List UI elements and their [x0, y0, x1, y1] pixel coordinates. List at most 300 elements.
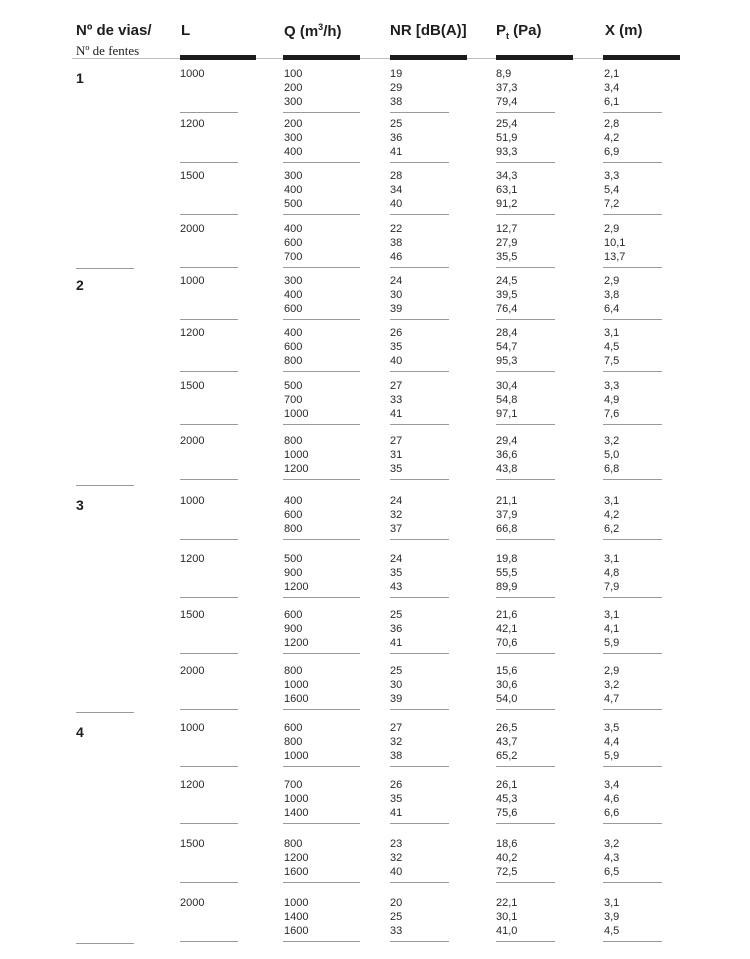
- cell-x: 7,2: [604, 197, 620, 210]
- row-rule: [603, 424, 662, 425]
- row-rule: [603, 539, 662, 540]
- cell-x: 6,8: [604, 462, 620, 475]
- row-rule: [180, 267, 238, 268]
- cell-l: 2000: [180, 665, 205, 677]
- cell-l: 2000: [180, 435, 205, 447]
- cell-q: 1600: [284, 692, 309, 705]
- cell-x: 2,9: [604, 223, 620, 235]
- cell-nr: 32: [390, 851, 403, 864]
- row-rule: [180, 112, 238, 113]
- cell-l: 1000: [180, 722, 205, 734]
- row-rule: [283, 539, 360, 540]
- cell-pt: 41,0: [496, 924, 518, 937]
- cell-q: 800: [284, 522, 303, 535]
- cell-x: 3,1: [604, 609, 620, 621]
- header-pt-sub: t: [506, 31, 510, 41]
- cell-x: 6,5: [604, 865, 620, 878]
- row-rule: [390, 709, 449, 710]
- cell-pt: 65,2: [496, 749, 518, 762]
- cell-nr: 40: [390, 197, 403, 210]
- cell-q: 1000: [284, 448, 309, 461]
- cell-q: 600: [284, 236, 303, 249]
- cell-x: 4,6: [604, 792, 620, 805]
- cell-q: 700: [284, 779, 303, 791]
- row-rule: [180, 823, 238, 824]
- cell-pt: 95,3: [496, 354, 518, 367]
- row-rule: [283, 371, 360, 372]
- cell-pt: 34,3: [496, 170, 518, 182]
- cell-l: 1500: [180, 170, 205, 182]
- cell-nr: 41: [390, 636, 403, 649]
- cell-x: 3,1: [604, 495, 620, 507]
- cell-nr: 34: [390, 183, 403, 196]
- cell-l: 1000: [180, 275, 205, 287]
- header-q-sup: 3: [318, 22, 324, 32]
- cell-pt: 45,3: [496, 792, 518, 805]
- cell-pt: 21,6: [496, 609, 518, 621]
- group-separator: [76, 268, 134, 269]
- cell-pt: 42,1: [496, 622, 518, 635]
- header-nr: NR [dB(A)]: [390, 22, 467, 39]
- cell-nr: 22: [390, 223, 403, 235]
- cell-nr: 33: [390, 393, 403, 406]
- cell-pt: 8,9: [496, 68, 512, 80]
- cell-nr: 36: [390, 622, 403, 635]
- cell-x: 3,1: [604, 897, 620, 909]
- header-bar-nr: [390, 55, 467, 60]
- cell-q: 400: [284, 223, 303, 235]
- cell-nr: 35: [390, 566, 403, 579]
- row-rule: [390, 424, 449, 425]
- cell-l: 1000: [180, 68, 205, 80]
- row-rule: [180, 214, 238, 215]
- row-rule: [390, 162, 449, 163]
- cell-nr: 25: [390, 910, 403, 923]
- row-rule: [283, 112, 360, 113]
- cell-nr: 41: [390, 145, 403, 158]
- cell-pt: 26,5: [496, 722, 518, 734]
- cell-q: 300: [284, 95, 303, 108]
- cell-q: 400: [284, 145, 303, 158]
- row-rule: [603, 941, 662, 942]
- cell-pt: 89,9: [496, 580, 518, 593]
- row-rule: [283, 882, 360, 883]
- cell-nr: 46: [390, 250, 403, 263]
- cell-nr: 32: [390, 735, 403, 748]
- cell-q: 1000: [284, 897, 309, 909]
- cell-q: 900: [284, 622, 303, 635]
- row-rule: [496, 766, 555, 767]
- row-rule: [390, 882, 449, 883]
- cell-q: 600: [284, 508, 303, 521]
- cell-q: 500: [284, 197, 303, 210]
- cell-l: 1500: [180, 380, 205, 392]
- group-number: 3: [76, 497, 84, 513]
- row-rule: [390, 371, 449, 372]
- cell-x: 4,9: [604, 393, 620, 406]
- header-x: X (m): [605, 22, 643, 39]
- row-rule: [390, 267, 449, 268]
- cell-pt: 21,1: [496, 495, 518, 507]
- row-rule: [496, 709, 555, 710]
- row-rule: [283, 214, 360, 215]
- group-separator: [76, 943, 134, 944]
- cell-pt: 66,8: [496, 522, 518, 535]
- row-rule: [603, 214, 662, 215]
- cell-nr: 24: [390, 553, 403, 565]
- cell-pt: 25,4: [496, 118, 518, 130]
- cell-q: 1200: [284, 462, 309, 475]
- cell-nr: 32: [390, 508, 403, 521]
- row-rule: [603, 319, 662, 320]
- cell-x: 4,5: [604, 924, 620, 937]
- cell-nr: 35: [390, 340, 403, 353]
- row-rule: [180, 941, 238, 942]
- cell-pt: 51,9: [496, 131, 518, 144]
- cell-pt: 97,1: [496, 407, 518, 420]
- cell-x: 3,2: [604, 435, 620, 447]
- cell-x: 2,9: [604, 665, 620, 677]
- cell-q: 300: [284, 170, 303, 182]
- cell-nr: 35: [390, 792, 403, 805]
- cell-q: 1000: [284, 792, 309, 805]
- cell-l: 1200: [180, 553, 205, 565]
- cell-x: 6,9: [604, 145, 620, 158]
- cell-q: 400: [284, 327, 303, 339]
- row-rule: [283, 319, 360, 320]
- header-bar-q: [283, 55, 360, 60]
- cell-x: 4,3: [604, 851, 620, 864]
- cell-q: 600: [284, 609, 303, 621]
- cell-x: 3,4: [604, 81, 620, 94]
- cell-pt: 63,1: [496, 183, 518, 196]
- cell-pt: 36,6: [496, 448, 518, 461]
- row-rule: [603, 479, 662, 480]
- cell-x: 5,9: [604, 749, 620, 762]
- cell-pt: 43,8: [496, 462, 518, 475]
- row-rule: [390, 941, 449, 942]
- row-rule: [283, 597, 360, 598]
- row-rule: [180, 539, 238, 540]
- cell-l: 1200: [180, 779, 205, 791]
- row-rule: [603, 371, 662, 372]
- cell-q: 1600: [284, 924, 309, 937]
- cell-x: 5,4: [604, 183, 620, 196]
- cell-pt: 24,5: [496, 275, 518, 287]
- cell-x: 10,1: [604, 236, 626, 249]
- row-rule: [283, 823, 360, 824]
- cell-q: 500: [284, 380, 303, 392]
- cell-pt: 93,3: [496, 145, 518, 158]
- cell-pt: 30,4: [496, 380, 518, 392]
- cell-nr: 19: [390, 68, 403, 80]
- cell-x: 3,4: [604, 779, 620, 791]
- cell-nr: 41: [390, 806, 403, 819]
- cell-nr: 20: [390, 897, 403, 909]
- row-rule: [283, 424, 360, 425]
- row-rule: [496, 112, 555, 113]
- row-rule: [390, 539, 449, 540]
- row-rule: [283, 766, 360, 767]
- cell-q: 1200: [284, 580, 309, 593]
- cell-x: 3,1: [604, 327, 620, 339]
- cell-nr: 30: [390, 288, 403, 301]
- header-n-fentes: Nº de fentes: [76, 43, 140, 58]
- cell-pt: 22,1: [496, 897, 518, 909]
- cell-pt: 29,4: [496, 435, 518, 447]
- cell-pt: 54,7: [496, 340, 518, 353]
- cell-x: 4,4: [604, 735, 620, 748]
- row-rule: [390, 112, 449, 113]
- row-rule: [390, 319, 449, 320]
- cell-nr: 26: [390, 327, 403, 339]
- cell-pt: 19,8: [496, 553, 518, 565]
- cell-x: 13,7: [604, 250, 626, 263]
- cell-q: 400: [284, 288, 303, 301]
- cell-nr: 36: [390, 131, 403, 144]
- cell-x: 3,9: [604, 910, 620, 923]
- cell-q: 1400: [284, 910, 309, 923]
- row-rule: [603, 653, 662, 654]
- cell-pt: 27,9: [496, 236, 518, 249]
- cell-x: 3,8: [604, 288, 620, 301]
- row-rule: [496, 424, 555, 425]
- cell-x: 3,3: [604, 380, 620, 392]
- group-number: 1: [76, 70, 84, 86]
- group-separator: [76, 485, 134, 486]
- cell-x: 4,7: [604, 692, 620, 705]
- cell-x: 4,1: [604, 622, 620, 635]
- cell-nr: 38: [390, 749, 403, 762]
- cell-pt: 30,1: [496, 910, 518, 923]
- cell-pt: 12,7: [496, 223, 518, 235]
- cell-l: 2000: [180, 897, 205, 909]
- cell-q: 400: [284, 495, 303, 507]
- row-rule: [496, 653, 555, 654]
- cell-q: 100: [284, 68, 303, 80]
- row-rule: [180, 479, 238, 480]
- header-bar-l: [180, 55, 256, 60]
- cell-x: 7,6: [604, 407, 620, 420]
- header-pt-text: P: [496, 22, 507, 39]
- cell-q: 800: [284, 838, 303, 850]
- cell-q: 800: [284, 665, 303, 677]
- row-rule: [283, 941, 360, 942]
- row-rule: [180, 653, 238, 654]
- row-rule: [390, 597, 449, 598]
- row-rule: [390, 653, 449, 654]
- cell-nr: 40: [390, 354, 403, 367]
- header-bar-x: [603, 55, 680, 60]
- cell-nr: 41: [390, 407, 403, 420]
- cell-x: 5,0: [604, 448, 620, 461]
- cell-nr: 25: [390, 665, 403, 677]
- cell-l: 1500: [180, 838, 205, 850]
- row-rule: [603, 267, 662, 268]
- row-rule: [496, 823, 555, 824]
- cell-nr: 30: [390, 678, 403, 691]
- cell-q: 800: [284, 435, 303, 447]
- cell-nr: 23: [390, 838, 403, 850]
- cell-pt: 18,6: [496, 838, 518, 850]
- row-rule: [603, 823, 662, 824]
- header-q-unit: /h): [323, 23, 342, 40]
- row-rule: [180, 709, 238, 710]
- cell-x: 4,5: [604, 340, 620, 353]
- cell-nr: 43: [390, 580, 403, 593]
- cell-q: 1400: [284, 806, 309, 819]
- cell-q: 200: [284, 118, 303, 130]
- row-rule: [180, 882, 238, 883]
- cell-q: 300: [284, 275, 303, 287]
- cell-q: 1600: [284, 865, 309, 878]
- row-rule: [496, 539, 555, 540]
- cell-l: 1000: [180, 495, 205, 507]
- cell-q: 600: [284, 722, 303, 734]
- cell-q: 1000: [284, 678, 309, 691]
- cell-x: 3,5: [604, 722, 620, 734]
- cell-q: 1000: [284, 407, 309, 420]
- cell-pt: 70,6: [496, 636, 518, 649]
- row-rule: [496, 597, 555, 598]
- row-rule: [390, 479, 449, 480]
- cell-x: 7,5: [604, 354, 620, 367]
- header-pt-unit: (Pa): [509, 22, 542, 39]
- cell-pt: 15,6: [496, 665, 518, 677]
- row-rule: [496, 371, 555, 372]
- cell-nr: 26: [390, 779, 403, 791]
- row-rule: [496, 267, 555, 268]
- cell-pt: 35,5: [496, 250, 518, 263]
- row-rule: [180, 371, 238, 372]
- cell-l: 1200: [180, 327, 205, 339]
- cell-nr: 37: [390, 522, 403, 535]
- row-rule: [496, 319, 555, 320]
- row-rule: [283, 267, 360, 268]
- cell-nr: 39: [390, 692, 403, 705]
- row-rule: [283, 162, 360, 163]
- cell-l: 2000: [180, 223, 205, 235]
- cell-nr: 24: [390, 495, 403, 507]
- row-rule: [180, 424, 238, 425]
- cell-pt: 75,6: [496, 806, 518, 819]
- cell-nr: 35: [390, 462, 403, 475]
- cell-nr: 38: [390, 95, 403, 108]
- cell-x: 6,6: [604, 806, 620, 819]
- cell-pt: 79,4: [496, 95, 518, 108]
- cell-nr: 25: [390, 118, 403, 130]
- cell-q: 700: [284, 250, 303, 263]
- cell-nr: 24: [390, 275, 403, 287]
- cell-nr: 39: [390, 302, 403, 315]
- cell-pt: 28,4: [496, 327, 518, 339]
- group-separator: [76, 712, 134, 713]
- header-l: L: [181, 22, 191, 39]
- cell-q: 800: [284, 354, 303, 367]
- row-rule: [603, 597, 662, 598]
- cell-x: 4,8: [604, 566, 620, 579]
- cell-pt: 26,1: [496, 779, 518, 791]
- row-rule: [496, 162, 555, 163]
- cell-nr: 27: [390, 722, 403, 734]
- cell-x: 4,2: [604, 508, 620, 521]
- group-number: 2: [76, 277, 84, 293]
- row-rule: [603, 112, 662, 113]
- cell-x: 6,1: [604, 95, 620, 108]
- cell-x: 3,1: [604, 553, 620, 565]
- cell-nr: 38: [390, 236, 403, 249]
- cell-q: 900: [284, 566, 303, 579]
- header-underline: [72, 58, 680, 59]
- cell-nr: 28: [390, 170, 403, 182]
- row-rule: [390, 214, 449, 215]
- row-rule: [603, 162, 662, 163]
- cell-nr: 29: [390, 81, 403, 94]
- row-rule: [603, 766, 662, 767]
- cell-l: 1500: [180, 609, 205, 621]
- cell-q: 300: [284, 131, 303, 144]
- row-rule: [496, 941, 555, 942]
- cell-x: 2,9: [604, 275, 620, 287]
- cell-x: 3,2: [604, 838, 620, 850]
- row-rule: [496, 479, 555, 480]
- cell-pt: 76,4: [496, 302, 518, 315]
- cell-pt: 91,2: [496, 197, 518, 210]
- row-rule: [603, 709, 662, 710]
- header-q-text: Q (m: [284, 23, 319, 40]
- cell-pt: 55,5: [496, 566, 518, 579]
- cell-q: 1200: [284, 636, 309, 649]
- cell-x: 3,2: [604, 678, 620, 691]
- group-number: 4: [76, 724, 84, 740]
- cell-pt: 54,8: [496, 393, 518, 406]
- cell-nr: 27: [390, 380, 403, 392]
- header-bar-pt: [496, 55, 573, 60]
- cell-q: 200: [284, 81, 303, 94]
- row-rule: [283, 709, 360, 710]
- cell-pt: 54,0: [496, 692, 518, 705]
- cell-q: 800: [284, 735, 303, 748]
- cell-pt: 37,9: [496, 508, 518, 521]
- row-rule: [283, 479, 360, 480]
- cell-nr: 31: [390, 448, 403, 461]
- header-pt: [496, 22, 542, 41]
- header-n-vias: Nº de vias/: [76, 22, 152, 39]
- cell-pt: 72,5: [496, 865, 518, 878]
- cell-x: 6,2: [604, 522, 620, 535]
- header-q: [284, 22, 342, 40]
- row-rule: [283, 653, 360, 654]
- cell-q: 1200: [284, 851, 309, 864]
- cell-x: 4,2: [604, 131, 620, 144]
- row-rule: [180, 319, 238, 320]
- cell-x: 5,9: [604, 636, 620, 649]
- row-rule: [390, 766, 449, 767]
- row-rule: [180, 597, 238, 598]
- row-rule: [180, 162, 238, 163]
- cell-pt: 43,7: [496, 735, 518, 748]
- row-rule: [390, 823, 449, 824]
- cell-l: 1200: [180, 118, 205, 130]
- cell-q: 700: [284, 393, 303, 406]
- cell-nr: 27: [390, 435, 403, 447]
- cell-q: 400: [284, 183, 303, 196]
- cell-q: 600: [284, 340, 303, 353]
- row-rule: [603, 882, 662, 883]
- cell-nr: 40: [390, 865, 403, 878]
- cell-x: 3,3: [604, 170, 620, 182]
- cell-pt: 37,3: [496, 81, 518, 94]
